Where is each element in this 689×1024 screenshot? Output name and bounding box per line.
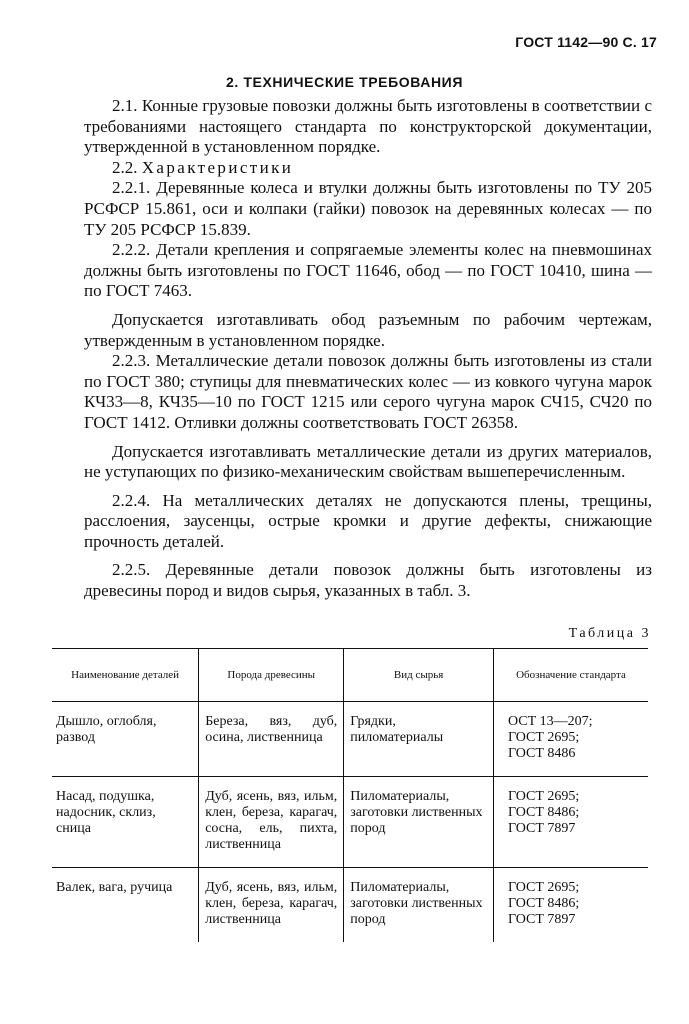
paragraph-metal-note: Допускается изготавливать металлические детали из других материалов, не уступающих по физико-механическим свойствам вышеперечисленным. — [84, 441, 652, 482]
page-header-doc-ref: ГОСТ 1142—90 С. 17 — [515, 34, 657, 50]
paragraph-2-2 — [84, 158, 652, 179]
body-text — [84, 96, 652, 602]
cell-wood: Береза, вяз, дуб, осина, лиственница — [199, 702, 344, 777]
cell-raw: Пиломатериалы, заготовки лиственных пород — [344, 868, 494, 943]
cell-wood: Дуб, ясень, вяз, ильм, клен, береза, карагач, сосна, ель, пихта, лиственница — [199, 777, 344, 868]
standard-line: ГОСТ 8486; — [507, 896, 580, 911]
paragraph-2-2-2: 2.2.2. Детали крепления и сопрягаемые элементы колес на пневмошинах должны быть изготовлены по ГОСТ 11646, обод — по ГОСТ 10410, шина — по ГОСТ 7463. — [84, 240, 652, 301]
standard-line: ГОСТ 7897 — [507, 821, 576, 836]
cell-raw: Грядки, пиломатериалы — [344, 702, 494, 777]
header-part-name: Наименование деталей — [52, 649, 199, 702]
cell-wood: Дуб, ясень, вяз, ильм, клен, береза, карагач, лиственница — [199, 868, 344, 943]
header-wood-species: Порода древесины — [199, 649, 344, 702]
standard-line: ОСТ 13—207; — [507, 714, 593, 729]
cell-part: Валек, вага, ручица — [52, 868, 199, 943]
standard-line: ГОСТ 8486 — [507, 746, 576, 761]
cell-standard — [493, 777, 648, 868]
paragraph-2-2-1: 2.2.1. Деревянные колеса и втулки должны быть изготовлены по ТУ 205 РСФСР 15.861, оси и колпаки (гайки) повозок на деревянных колесах — по ТУ 205 РСФСР 15.839. — [84, 178, 652, 239]
section-title: 2. ТЕХНИЧЕСКИЕ ТРЕБОВАНИЯ — [225, 74, 464, 90]
paragraph-rim-note: Допускается изготавливать обод разъемным по рабочим чертежам, утвержденным в установленном порядке. — [84, 309, 652, 350]
paragraph-2-2-title: Характеристики — [141, 157, 294, 177]
standard-line: ГОСТ 2695; — [507, 880, 580, 895]
paragraph-2-2-4: 2.2.4. На металлических деталях не допускаются плены, трещины, расслоения, заусенцы, острые кромки и другие дефекты, снижающие прочность деталей. — [84, 490, 652, 551]
header-standard: Обозначение стандарта — [493, 649, 648, 702]
paragraph-2-1: 2.1. Конные грузовые повозки должны быть изготовлены в соответствии с требованиями настоящего стандарта по конструкторской документации, утвержденной в установленном порядке. — [84, 96, 652, 157]
table-row — [52, 868, 648, 943]
table-caption: Таблица 3 — [568, 626, 651, 641]
paragraph-2-2-3: 2.2.3. Металлические детали повозок должны быть изготовлены из стали по ГОСТ 380; ступицы для пневматических колес — из ковкого чугуна марок КЧ33—8, КЧ35—10 по ГОСТ 1215 или серого чугуна марок СЧ15, СЧ20 по ГОСТ 1412. Отливки должны соответствовать ГОСТ 26358. — [84, 351, 652, 432]
cell-raw: Пиломатериалы, заготовки лиственных пород — [344, 777, 494, 868]
cell-standard — [493, 868, 648, 943]
standard-line: ГОСТ 8486; — [507, 805, 580, 820]
paragraph-2-2-5: 2.2.5. Деревянные детали повозок должны быть изготовлены из древесины пород и видов сырья, указанных в табл. 3. — [84, 560, 652, 601]
paragraph-2-2-number: 2.2. — [112, 157, 138, 177]
table-header-row — [52, 649, 648, 702]
standard-line: ГОСТ 2695; — [507, 730, 580, 745]
standard-line: ГОСТ 7897 — [507, 912, 576, 927]
cell-standard — [493, 702, 648, 777]
standard-line: ГОСТ 2695; — [507, 789, 580, 804]
table-row — [52, 777, 648, 868]
wood-parts-table — [52, 648, 648, 942]
cell-part: Насад, подушка, надосник, склиз, сница — [52, 777, 199, 868]
cell-part: Дышло, оглобля, развод — [56, 714, 157, 745]
table-row — [52, 702, 648, 777]
header-raw-material: Вид сырья — [344, 649, 494, 702]
